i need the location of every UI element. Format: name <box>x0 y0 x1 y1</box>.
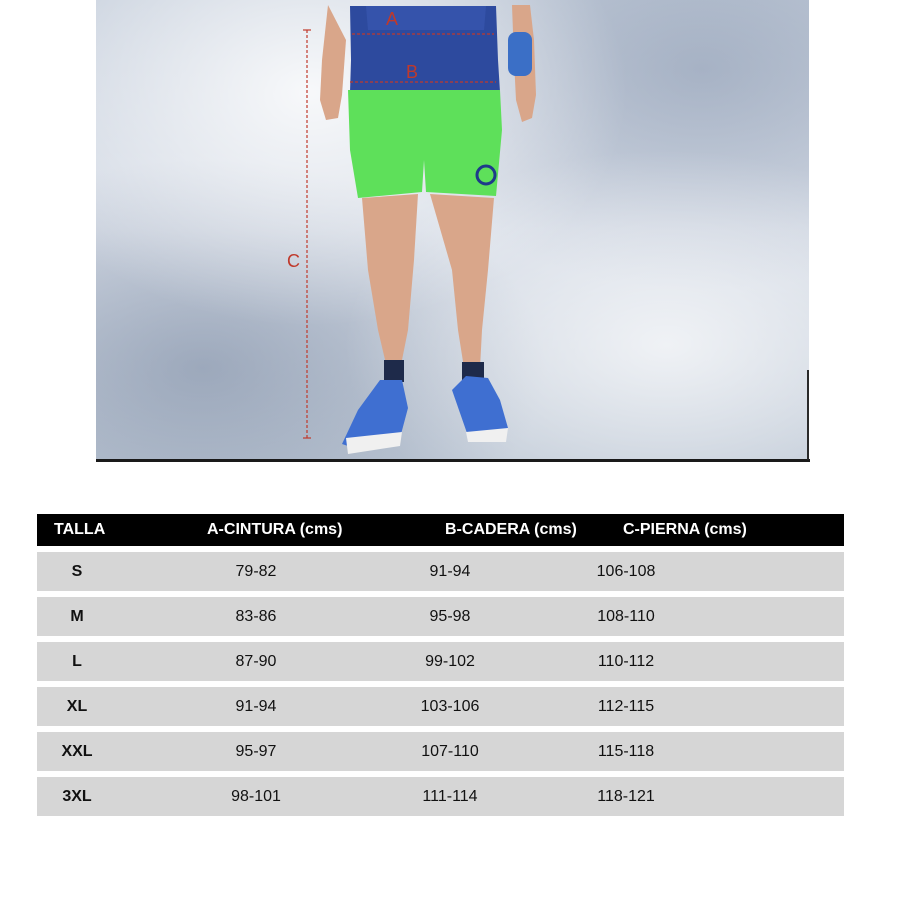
left-arm <box>320 5 346 120</box>
header-cadera: B-CADERA (cms) <box>445 521 577 538</box>
header-cintura: A-CINTURA (cms) <box>207 521 343 538</box>
cell-pierna: 110-112 <box>597 652 655 670</box>
table-row <box>37 597 844 636</box>
cell-cintura: 79-82 <box>235 562 277 580</box>
measure-label-a: A <box>386 9 399 29</box>
table-header <box>37 514 844 546</box>
left-leg <box>362 194 418 364</box>
cell-cintura: 87-90 <box>235 652 277 670</box>
cell-size: XL <box>66 697 88 715</box>
size-chart-table <box>37 514 844 816</box>
cell-cintura: 91-94 <box>235 697 277 715</box>
cell-pierna: 118-121 <box>597 787 655 805</box>
table-row <box>37 642 844 681</box>
table-row <box>37 687 844 726</box>
cell-cadera: 107-110 <box>421 742 479 760</box>
table-row <box>37 777 844 816</box>
cell-pierna: 115-118 <box>597 742 655 760</box>
model-illustration <box>96 0 809 460</box>
cell-size: L <box>72 652 82 670</box>
cell-size: XXL <box>61 742 93 760</box>
photo-border <box>96 459 810 462</box>
cell-pierna: 108-110 <box>597 607 655 625</box>
header-talla: TALLA <box>54 521 106 538</box>
photo-edge <box>807 370 809 460</box>
right-leg <box>430 194 494 368</box>
cell-size: S <box>71 562 83 580</box>
cell-cintura: 83-86 <box>235 607 277 625</box>
header-pierna: C-PIERNA (cms) <box>623 521 747 538</box>
cell-pierna: 112-115 <box>597 697 655 715</box>
left-sock <box>384 360 404 382</box>
cell-cintura: 98-101 <box>231 787 281 805</box>
cell-size: 3XL <box>62 787 92 805</box>
table-row <box>37 552 844 591</box>
cell-pierna: 106-108 <box>596 562 656 580</box>
cell-cadera: 99-102 <box>425 652 475 670</box>
shirt-highlight <box>366 6 486 30</box>
table-row <box>37 732 844 771</box>
product-photo <box>96 0 809 460</box>
cell-cadera: 95-98 <box>429 607 471 625</box>
cell-cintura: 95-97 <box>235 742 277 760</box>
cell-cadera: 91-94 <box>429 562 471 580</box>
cell-size: M <box>70 607 84 625</box>
wristband <box>508 32 532 76</box>
cell-cadera: 103-106 <box>420 697 480 715</box>
measure-label-b: B <box>406 62 419 82</box>
cell-cadera: 111-114 <box>422 787 478 805</box>
measure-label-c: C <box>287 251 300 271</box>
